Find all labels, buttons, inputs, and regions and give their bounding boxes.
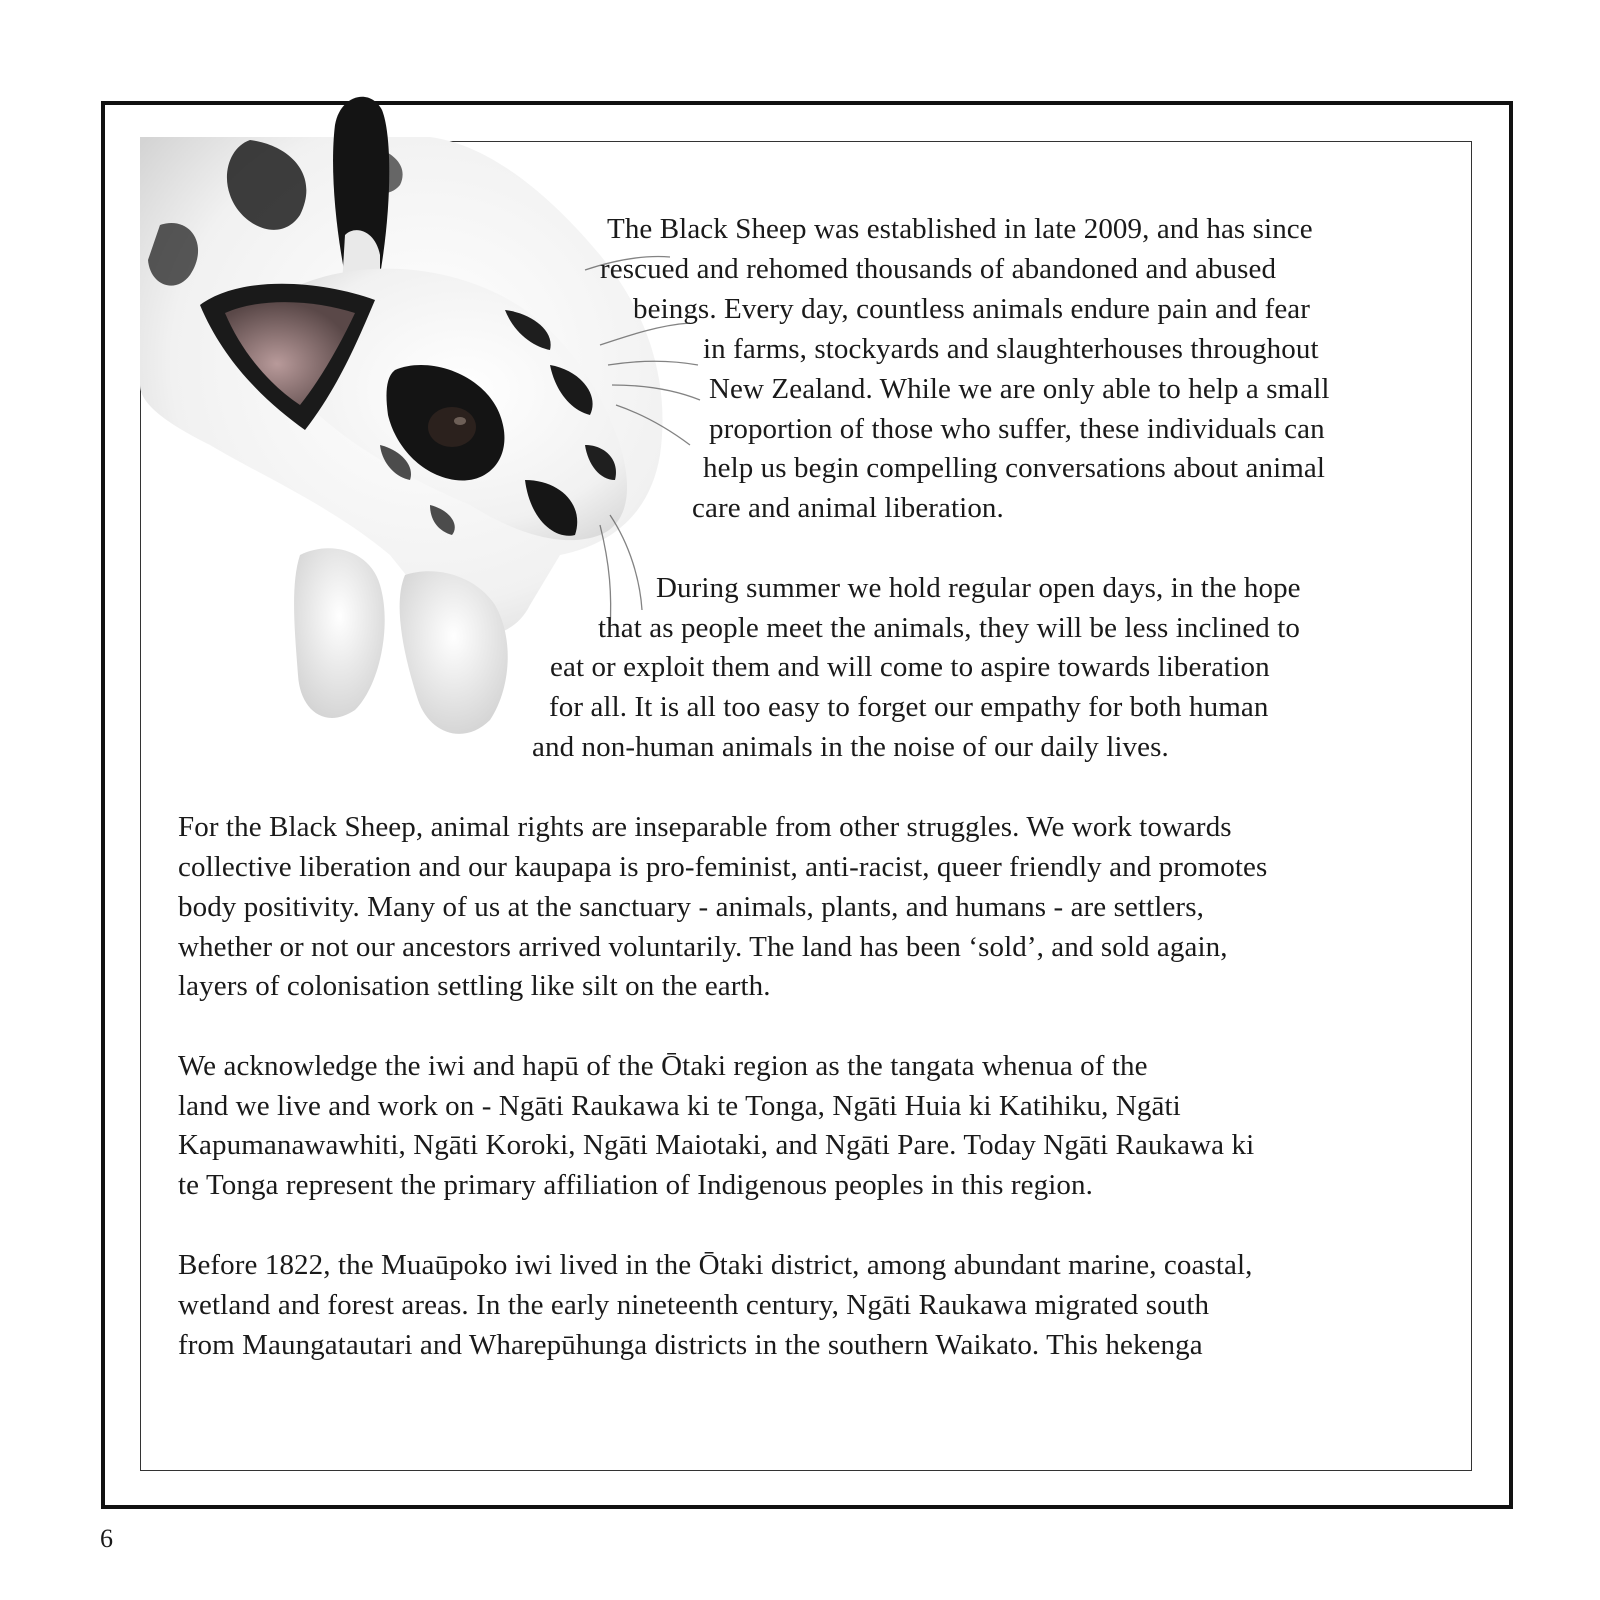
text-line: te Tonga represent the primary affiliation of Indigenous peoples in this region. [178,1169,1093,1201]
text-line: We acknowledge the iwi and hapū of the Ōtaki region as the tangata whenua of the [178,1050,1148,1082]
text-line: beings. Every day, countless animals endure pain and fear [633,293,1311,325]
text-line: in farms, stockyards and slaughterhouses throughout [703,333,1319,365]
text-line: For the Black Sheep, animal rights are inseparable from other struggles. We work towards [178,811,1232,843]
text-line: collective liberation and our kaupapa is pro-feminist, anti-racist, queer friendly and promotes [178,851,1268,883]
text-line: that as people meet the animals, they will be less inclined to [598,612,1301,644]
text-line: layers of colonisation settling like silt on the earth. [178,970,771,1002]
text-line: eat or exploit them and will come to aspire towards liberation [550,651,1270,683]
text-line: Before 1822, the Muaūpoko iwi lived in the Ōtaki district, among abundant marine, coastal, [178,1249,1253,1281]
text-line: for all. It is all too easy to forget our empathy for both human [549,691,1269,723]
text-line: care and animal liberation. [692,492,1004,524]
text-line: proportion of those who suffer, these individuals can [709,413,1325,445]
text-line: New Zealand. While we are only able to help a small [709,373,1330,405]
text-line: whether or not our ancestors arrived voluntarily. The land has been ‘sold’, and sold again, [178,931,1228,963]
text-line: Kapumanawawhiti, Ngāti Koroki, Ngāti Maiotaki, and Ngāti Pare. Today Ngāti Raukawa ki [178,1129,1255,1161]
text-line: help us begin compelling conversations about animal [703,452,1326,484]
text-line: from Maungatautari and Wharepūhunga districts in the southern Waikato. This hekenga [178,1329,1203,1361]
text-line: During summer we hold regular open days, in the hope [656,572,1301,604]
text-line: wetland and forest areas. In the early nineteenth century, Ngāti Raukawa migrated south [178,1289,1210,1321]
text-line: The Black Sheep was established in late 2009, and has since [607,213,1313,245]
text-line: land we live and work on - Ngāti Raukawa ki te Tonga, Ngāti Huia ki Katihiku, Ngāti [178,1090,1181,1122]
text-line: body positivity. Many of us at the sanctuary - animals, plants, and humans - are settlers, [178,891,1204,923]
text-line: rescued and rehomed thousands of abandoned and abused [600,253,1277,285]
text-line: and non-human animals in the noise of our daily lives. [532,731,1169,763]
page-number: 6 [100,1524,113,1553]
